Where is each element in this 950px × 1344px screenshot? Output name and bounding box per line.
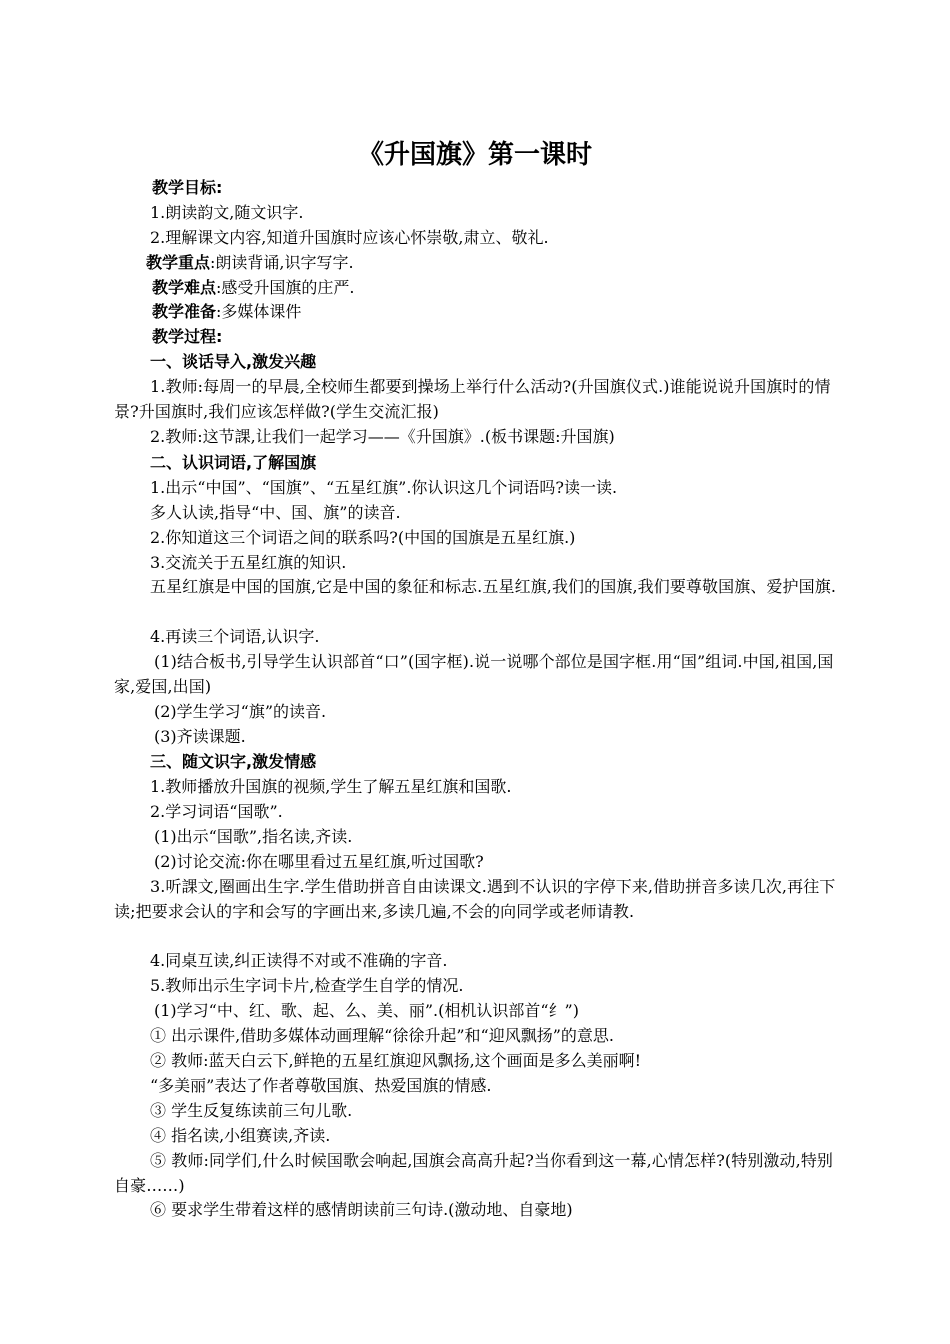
section3-paragraph-5: 3.听課文,圈画出生字.学生借助拼音自由读课文.遇到不认识的字停下来,借助拼音多读几次,再往下读;把要求会认的字和会写的字画出来,多读几遍,不会的向同学或老师请教. xyxy=(114,877,836,921)
section1-paragraph-2: 2.教师:这节課,让我们一起学习——《升国旗》.(板书课题:升国旗) xyxy=(150,427,615,446)
objectives-heading: 教学目标: xyxy=(152,178,223,197)
section2-paragraph-4: 3.交流关于五星红旗的知识. xyxy=(150,553,347,572)
section2-paragraph-5: 五星红旗是中国的国旗,它是中国的象征和标志.五星红旗,我们的国旗,我们要尊敬国旗、爱护国旗. xyxy=(150,577,837,596)
section1-paragraph-1: 1.教师:每周一的早晨,全校师生都要到操场上举行什么活动?(升国旗仪式.)谁能说说升国旗时的情景?升国旗时,我们应该怎样做?(学生交流汇报) xyxy=(114,377,831,421)
section3-paragraph-6: 4.同桌互读,纠正读得不对或不准确的字音. xyxy=(150,951,448,970)
section3-paragraph-7: 5.教师出示生字词卡片,检查学生自学的情况. xyxy=(150,976,464,995)
section3-paragraph-9: ① 出示课件,借助多媒体动画理解“徐徐升起”和“迎风飘扬”的意思. xyxy=(150,1026,614,1045)
section2-paragraph-7: (1)结合板书,引导学生认识部首“口”(国字框).说一说哪个部位是国字框.用“国”组词.中国,祖国,国家,爱国,出国) xyxy=(114,652,834,696)
section3-paragraph-8: (1)学习“中、红、歌、起、么、美、丽”.(相机认识部首“纟”) xyxy=(154,1001,579,1020)
preparation xyxy=(152,300,882,324)
difficulty-label: 教学难点 xyxy=(152,278,217,297)
section2-paragraph-8: (2)学生学习“旗”的读音. xyxy=(154,702,327,721)
section3-paragraph-13: ④ 指名读,小组赛读,齐读. xyxy=(150,1126,331,1145)
process-heading: 教学过程: xyxy=(152,327,223,346)
section3-paragraph-12: ③ 学生反复练读前三句儿歌. xyxy=(150,1101,353,1120)
section3-paragraph-10: ② 教师:蓝天白云下,鲜艳的五星红旗迎风飘扬,这个画面是多么美丽啊! xyxy=(150,1051,642,1070)
section2-paragraph-1: 1.出示“中国”、“国旗”、“五星红旗”.你认识这几个词语吗?读一读. xyxy=(150,478,618,497)
difficulty xyxy=(152,276,882,300)
section3-paragraph-15: ⑥ 要求学生带着这样的感情朗读前三句诗.(激动地、自豪地) xyxy=(150,1200,573,1219)
section3-paragraph-2: 2.学习词语“国歌”. xyxy=(150,802,283,821)
preparation-text: :多媒体课件 xyxy=(216,302,302,321)
section3-heading: 三、随文识字,激发情感 xyxy=(150,752,317,771)
section3-paragraph-4: (2)讨论交流:你在哪里看过五星红旗,听过国歌? xyxy=(154,852,484,871)
section2-paragraph-9: (3)齐读课题. xyxy=(154,727,246,746)
section2-heading: 二、认识词语,了解国旗 xyxy=(150,453,317,472)
section3-paragraph-11: “多美丽”表达了作者尊敬国旗、热爱国旗的情感. xyxy=(150,1076,492,1095)
difficulty-text: :感受升国旗的庄严. xyxy=(216,278,355,297)
key-points-text: :朗读背诵,识字写字. xyxy=(210,253,354,272)
section3-paragraph-14: ⑤ 教师:同学们,什么时候国歌会响起,国旗会高高升起?当你看到这一幕,心情怎样?(特别激动,特别自豪……) xyxy=(114,1151,834,1195)
preparation-label: 教学准备 xyxy=(152,302,217,321)
objective-item-2: 2.理解课文内容,知道升国旗时应该心怀崇敬,肃立、敬礼. xyxy=(150,228,549,247)
key-points-label: 教学重点 xyxy=(146,253,211,272)
section3-paragraph-3: (1)出示“国歌”,指名读,齐读. xyxy=(154,827,353,846)
objective-item-1: 1.朗读韵文,随文识字. xyxy=(150,203,304,222)
page-title: 《升国旗》第一课时 xyxy=(357,140,592,170)
section1-heading: 一、谈话导入,激发兴趣 xyxy=(150,352,317,371)
section2-paragraph-6: 4.再读三个词语,认识字. xyxy=(150,627,320,646)
section2-paragraph-3: 2.你知道这三个词语之间的联系吗?(中国的国旗是五星红旗.) xyxy=(150,528,576,547)
section3-paragraph-1: 1.教师播放升国旗的视频,学生了解五星红旗和国歌. xyxy=(150,777,512,796)
key-points xyxy=(146,251,876,275)
section2-paragraph-2: 多人认读,指导“中、国、旗”的读音. xyxy=(150,503,401,522)
